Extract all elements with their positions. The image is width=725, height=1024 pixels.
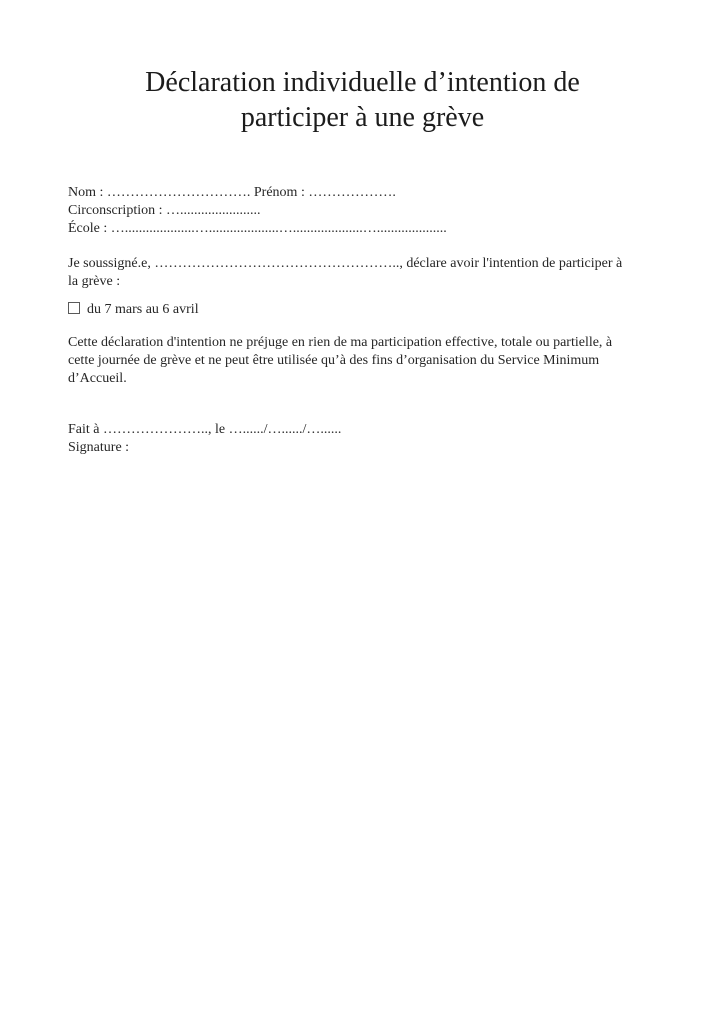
declaration-block bbox=[68, 255, 688, 291]
title-line-1: Déclaration individuelle d’intention de bbox=[145, 67, 580, 98]
signature-block bbox=[68, 421, 688, 457]
ecole-line: École : …....................…....................…....................….................... bbox=[68, 221, 447, 236]
notice-line-3: d’Accueil. bbox=[68, 371, 127, 386]
declaration-line-1: Je soussigné.e, …………………………………………….., déclare avoir l'intention de participer à bbox=[68, 256, 623, 271]
strike-option-line bbox=[68, 301, 688, 319]
declaration-line-2: la grève : bbox=[68, 274, 121, 289]
title-line-2: participer à une grève bbox=[240, 102, 485, 133]
name-prenom-line: Nom : …………………………. Prénom : ………………. bbox=[68, 185, 396, 200]
strike-option-label: du 7 mars au 6 avril bbox=[87, 302, 199, 317]
notice-line-2: cette journée de grève et ne peut être utilisée qu’à des fins d’organisation du Service Minimum bbox=[68, 353, 600, 368]
circonscription-line: Circonscription : …....................... bbox=[68, 203, 261, 218]
document-title bbox=[0, 65, 725, 135]
fait-le-line: Fait à ………………….., le …....../…....../…...... bbox=[68, 422, 342, 437]
checkbox-icon bbox=[68, 302, 80, 314]
notice-block bbox=[68, 334, 688, 388]
signature-label: Signature : bbox=[68, 440, 130, 455]
document-body bbox=[68, 184, 688, 457]
notice-line-1: Cette déclaration d'intention ne préjuge en rien de ma participation effective, totale ou partielle, à bbox=[68, 335, 613, 350]
identity-block bbox=[68, 184, 688, 238]
strike-option-block bbox=[68, 301, 688, 319]
